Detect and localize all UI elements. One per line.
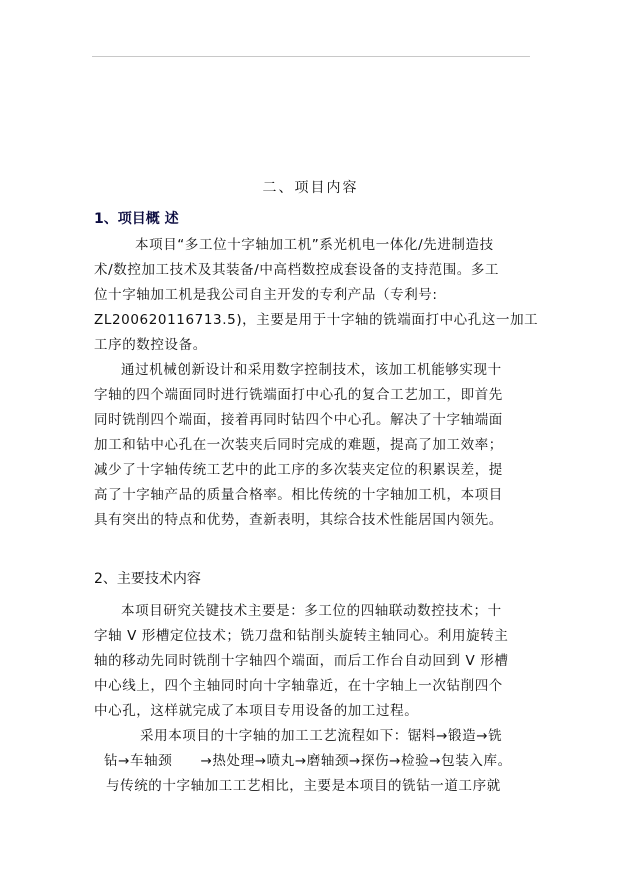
text-line: ZL200620116713.5)，主要是用于十字轴的铣端面打中心孔这一加工 [94,312,539,328]
section-heading-overview: 1、项目概 述 [94,211,179,227]
page-title: 二、项目内容 [262,180,359,196]
text-line: 具有突出的特点和优势，查新表明，其综合技术性能居国内领先。 [94,512,503,528]
text-line: 加工和钻中心孔在一次装夹后同时完成的难题，提高了加工效率； [94,437,503,453]
text-line: 同时铣削四个端面，接着再同时钻四个中心孔。解决了十字轴端面 [94,412,503,428]
text-line: 轴的移动先同时铣削十字轴四个端面，而后工作台自动回到 V 形槽 [94,653,509,669]
text-line: 与传统的十字轴加工工艺相比，主要是本项目的铣钻一道工序就 [106,778,501,794]
text-line: 字轴的四个端面同时进行铣端面打中心孔的复合工艺加工，即首先 [94,387,503,403]
text-line: 本项目“多工位十字轴加工机”系光机电一体化/先进制造技 [135,237,494,253]
text-line: 工序的数控设备。 [94,337,207,353]
text-line: 通过机械创新设计和采用数字控制技术，该加工机能够实现十 [121,362,502,378]
text-line: 减少了十字轴传统工艺中的此工序的多次装夹定位的积累误差，提 [94,462,503,478]
text-line: 中心线上，四个主轴同时向十字轴靠近，在十字轴上一次钻削四个 [94,678,503,694]
text-line: 术/数控加工技术及其装备/中高档数控成套设备的支持范围。多工 [94,262,500,278]
text-line: 钻→车轴颈 →热处理→喷丸→磨轴颈→探伤→检验→包装入库。 [104,753,512,769]
section-heading-main-tech: 2、主要技术内容 [94,571,201,587]
text-line: 字轴 V 形槽定位技术；铣刀盘和钻削头旋转主轴同心。利用旋转主 [94,628,509,644]
text-line: 中心孔，这样就完成了本项目专用设备的加工过程。 [94,703,419,719]
text-line: 位十字轴加工机是我公司自主开发的专利产品（专利号: [94,287,438,303]
text-line: 本项目研究关键技术主要是：多工位的四轴联动数控技术；十 [121,603,502,619]
text-line: 高了十字轴产品的质量合格率。相比传统的十字轴加工机，本项目 [94,487,503,503]
text-line: 采用本项目的十字轴的加工工艺流程如下：锯料→锻造→铣 [140,728,503,744]
